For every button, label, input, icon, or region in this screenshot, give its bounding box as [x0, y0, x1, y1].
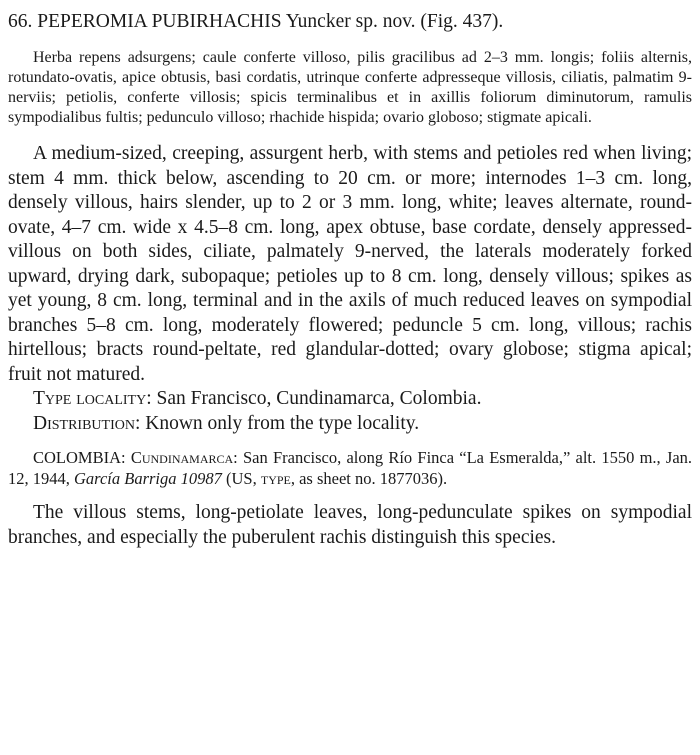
specimen-text-b: (US, — [221, 469, 261, 488]
english-description: A medium-sized, creeping, assurgent herb, with stems and petioles red when living; stem 4 mm. thick below, ascending to 20 cm. or more; internodes 1–3 cm. long, densely villous, hairs slender, up to 2 or 3 mm. long, white; leaves alternate, round-ovate, 4–7 cm. wide x 4.5–8 cm. long, apex obtuse, base cordate, densely appressed-villous on both sides, ciliate, palmately 9-nerved, the laterals moderately forked upward, drying dark, subopaque; petioles up to 8 cm. long, densely villous; spikes as yet young, 8 cm. long, terminal and in the axils of much reduced leaves on sympodial branches 5–8 cm. long, moderately flowered; peduncle 5 cm. long, villous; rachis hirtellous; bracts round-peltate, red glandular-dotted; ovary globose; stigma apical; fruit not matured. — [8, 143, 692, 385]
type-locality — [8, 387, 692, 412]
document-page — [8, 10, 692, 550]
species-heading — [8, 10, 692, 34]
species-author: Yuncker sp. nov. (Fig. 437). — [285, 11, 504, 32]
distribution-label: Distribution: — [33, 412, 141, 434]
distribution — [8, 412, 692, 437]
specimen-collector: García Barriga 10987 — [74, 469, 222, 488]
remarks-paragraph: The villous stems, long-petiolate leaves, long-pedunculate spikes on sympodial branches, and especially the puberulent rachis distinguish this species. — [8, 502, 692, 548]
specimen-country: COLOMBIA: — [33, 448, 126, 467]
specimen-type-word: type — [260, 469, 291, 488]
species-name: PEPEROMIA PUBIRHACHIS — [37, 11, 282, 32]
latin-description: Herba repens adsurgens; caule conferte villoso, pilis gracilibus ad 2–3 mm. longis; foliis alternis, rotundato-ovatis, apice obtusis, basi cordatis, utrinque conferte adpresseque villosis, ciliatis, palmatim 9-nerviis; petiolis, conferte villosis; spicis terminalibus et in axillis foliorum diminutorum, ramulis sympodialibus fultis; pedunculo villoso; rhachide hispida; ovario globoso; stigmate apicali. — [8, 49, 692, 126]
distribution-text: Known only from the type locality. — [140, 412, 420, 434]
specimen-text-c: , as sheet no. 1877036). — [290, 469, 448, 488]
specimen-citation — [8, 447, 692, 489]
type-locality-text: San Francisco, Cundinamarca, Colombia. — [151, 388, 482, 409]
specimen-department: Cundinamarca — [130, 448, 234, 467]
specimen-text-a: : San Francisco, along Río Finca “La Esmeralda,” alt. 1550 m., Jan. 12, 1944, — [8, 448, 693, 488]
type-locality-label: Type locality: — [33, 388, 152, 409]
species-number: 66. — [8, 11, 33, 32]
